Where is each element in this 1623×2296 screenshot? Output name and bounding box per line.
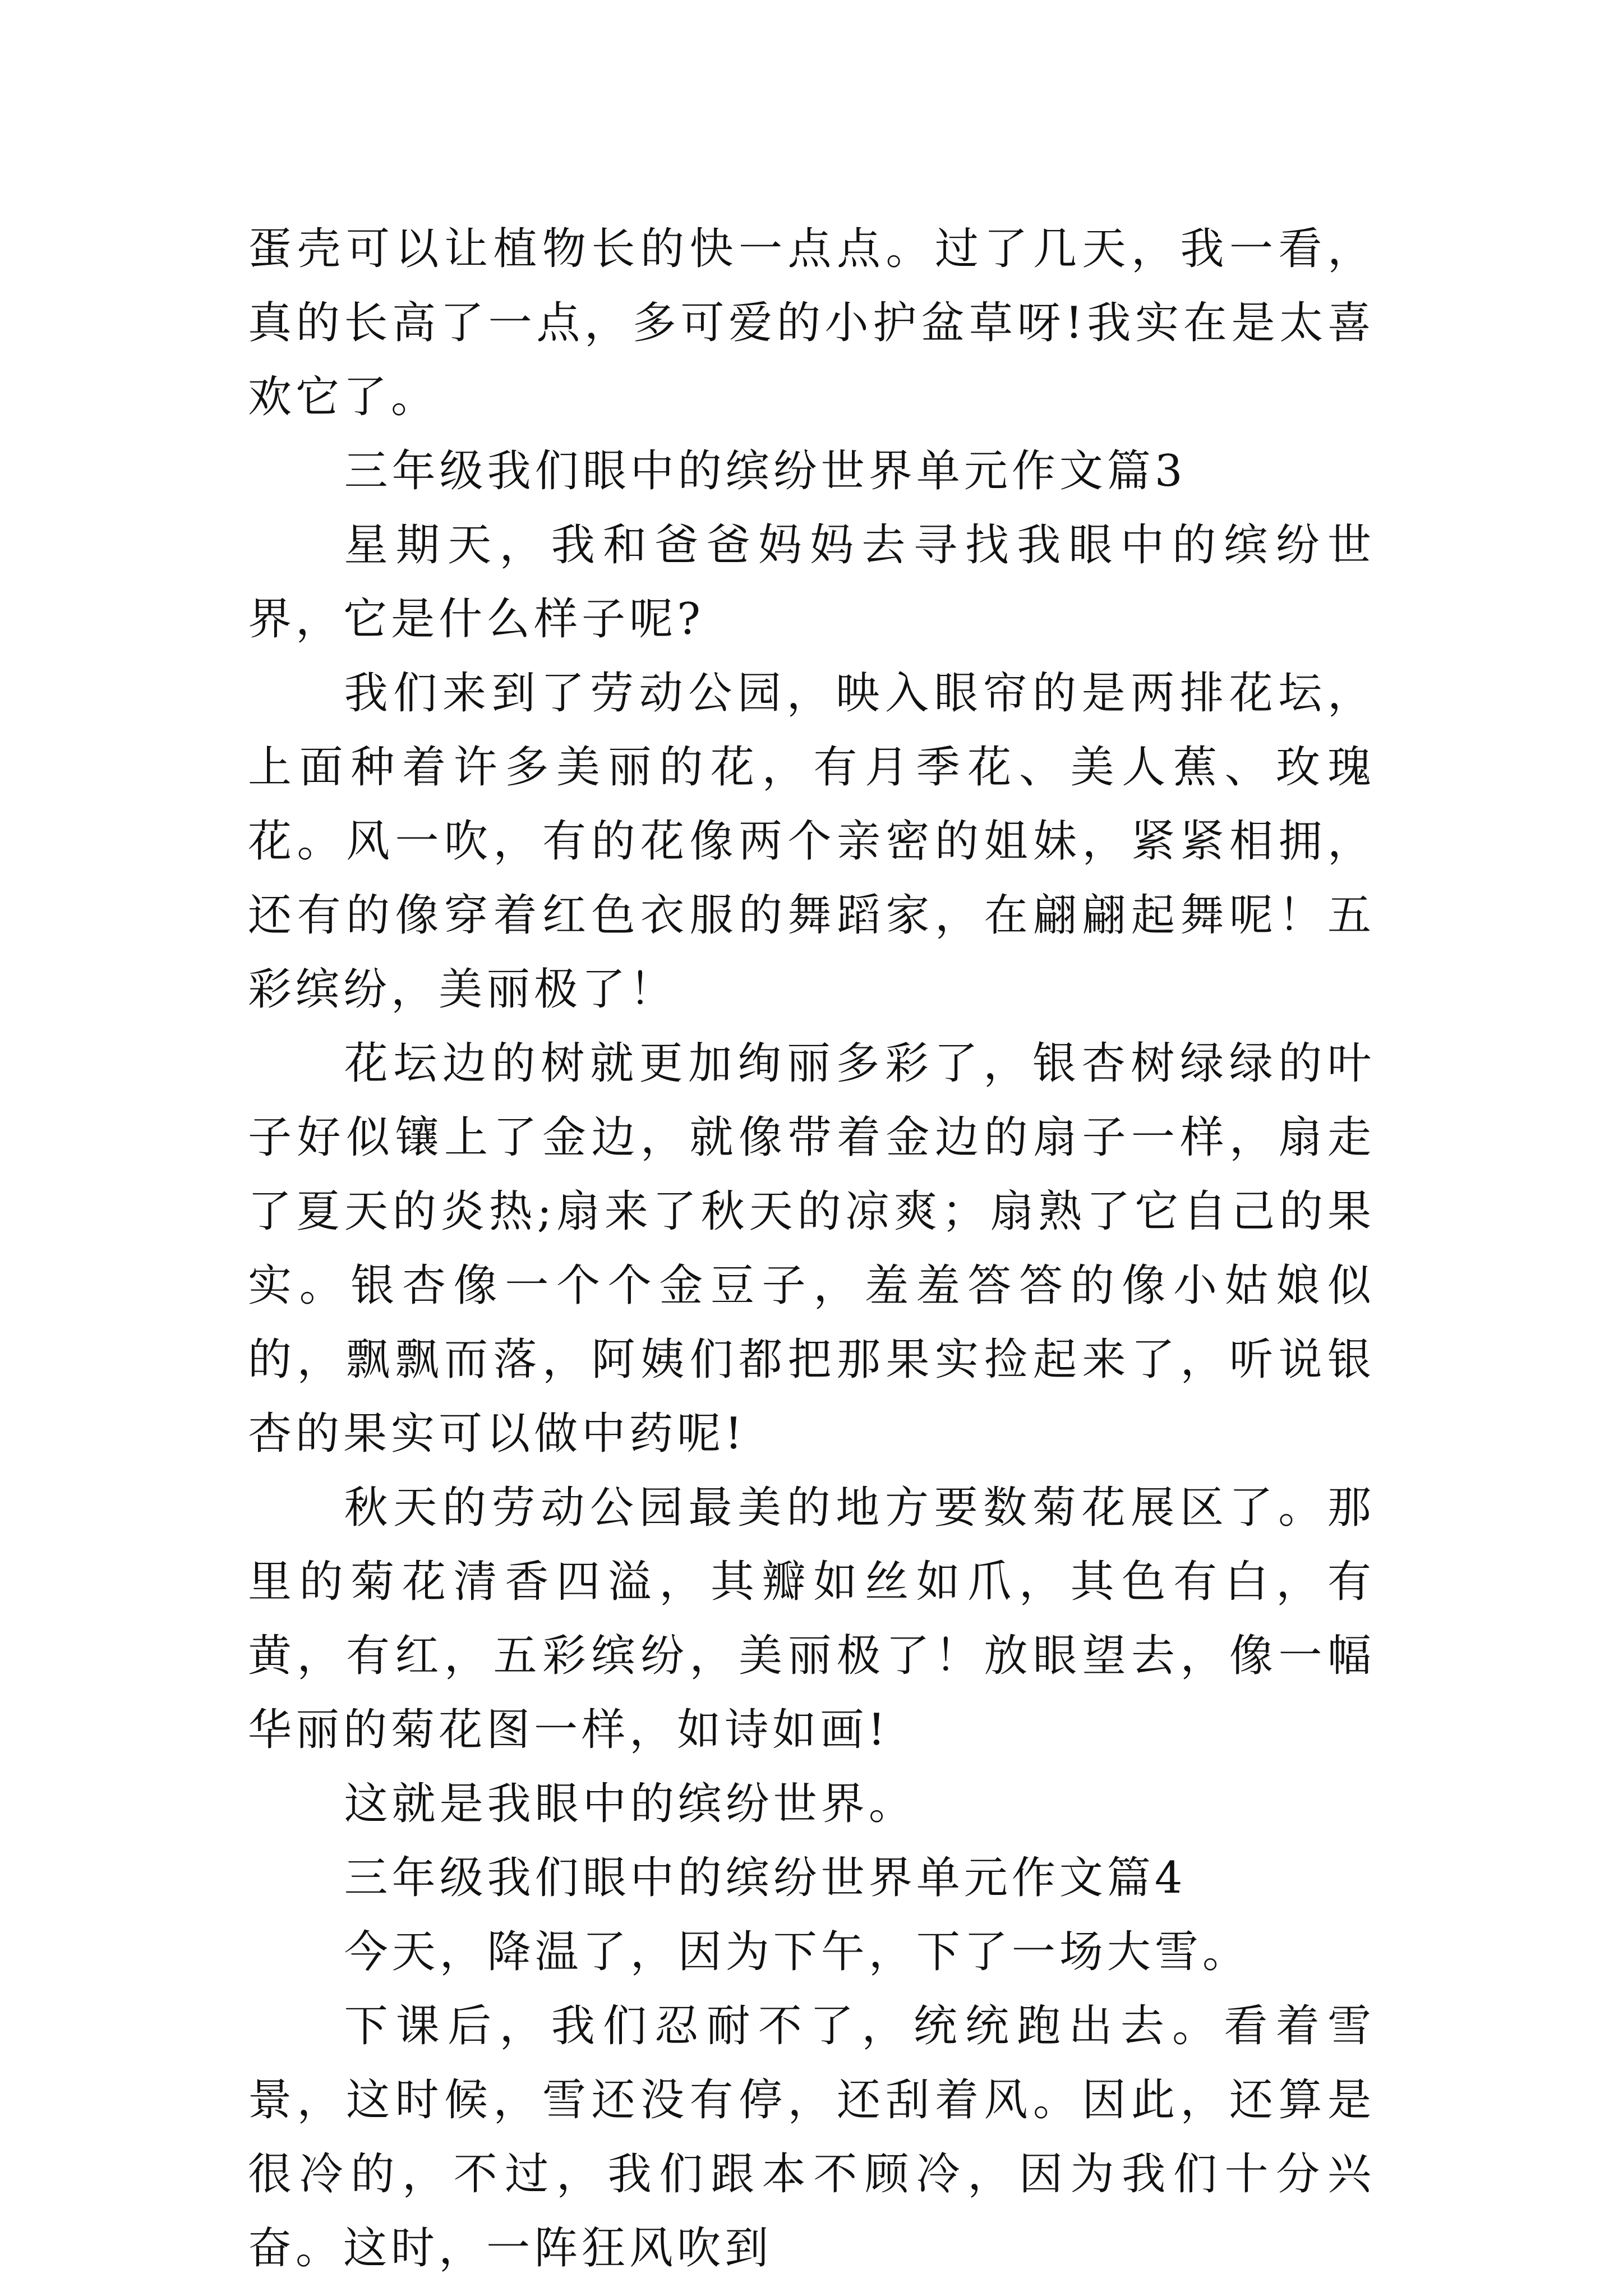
section-heading-3: 三年级我们眼中的缤纷世界单元作文篇3 xyxy=(344,446,1187,496)
paragraph-chrysanthemum: 秋天的劳动公园最美的地方要数菊花展区了。那里的菊花清香四溢，其瓣如丝如爪，其色有白，有黄，有红，五彩缤纷，美丽极了！放眼望去，像一幅华丽的菊花图一样，如诗如画! xyxy=(248,1483,1375,1755)
section-heading-4: 三年级我们眼中的缤纷世界单元作文篇4 xyxy=(344,1853,1187,1903)
paragraph-weather: 今天，降温了，因为下午，下了一场大雪。 xyxy=(344,1927,1250,1977)
paragraph-continuation: 蛋壳可以让植物长的快一点点。过了几天，我一看，真的长高了一点，多可爱的小护盆草呀!我实在是太喜欢它了。 xyxy=(248,224,1375,422)
paragraph-flower-beds: 我们来到了劳动公园，映入眼帘的是两排花坛，上面种着许多美丽的花，有月季花、美人蕉、玫瑰花。风一吹，有的花像两个亲密的姐妹，紧紧相拥，还有的像穿着红色衣服的舞蹈家，在翩翩起舞呢！五彩缤纷，美丽极了！ xyxy=(248,668,1375,1015)
paragraph-conclusion: 这就是我眼中的缤纷世界。 xyxy=(344,1779,916,1829)
paragraph-intro: 星期天，我和爸爸妈妈去寻找我眼中的缤纷世界，它是什么样子呢? xyxy=(248,520,1375,645)
paragraph-ginkgo: 花坛边的树就更加绚丽多彩了，银杏树绿绿的叶子好似镶上了金边，就像带着金边的扇子一样，扇走了夏天的炎热;扇来了秋天的凉爽；扇熟了它自己的果实。银杏像一个个金豆子，羞羞答答的像小姑娘似的，飘飘而落，阿姨们都把那果实捡起来了，听说银杏的果实可以做中药呢! xyxy=(248,1038,1375,1459)
document-body xyxy=(248,212,1375,2285)
paragraph-snow: 下课后，我们忍耐不了，统统跑出去。看着雪景，这时候，雪还没有停，还刮着风。因此，还算是很冷的，不过，我们跟本不顾冷，因为我们十分兴奋。这时，一阵狂风吹到 xyxy=(248,2001,1375,2274)
